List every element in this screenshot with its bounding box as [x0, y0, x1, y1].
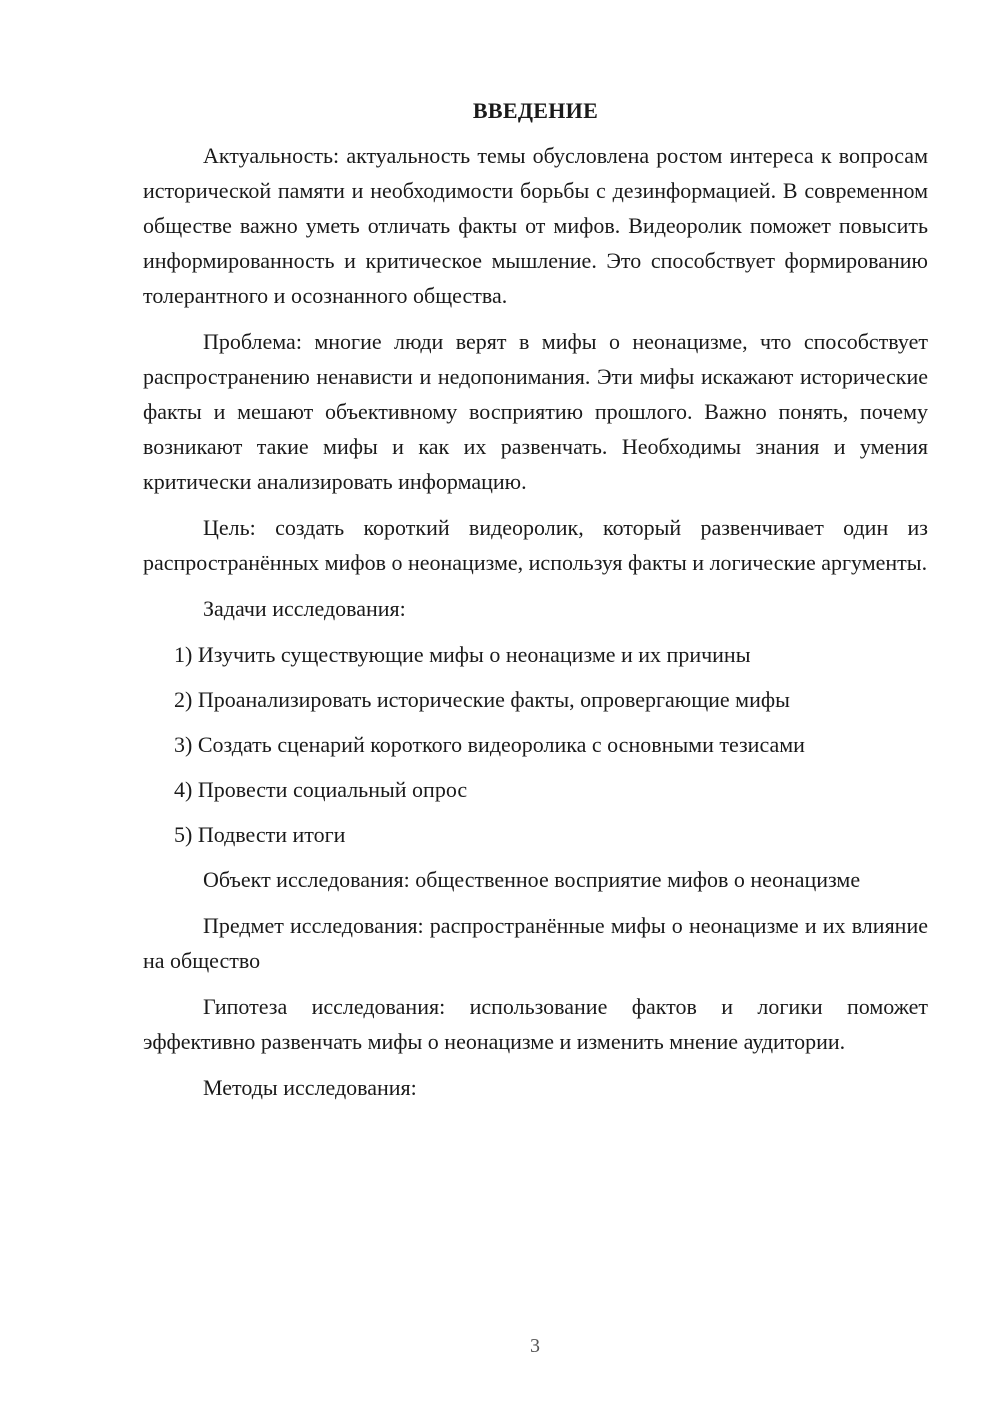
problem-paragraph: Проблема: многие люди верят в мифы о неонацизме, что способствует распространению ненависти и недопонимания. Эти мифы искажают исторические факты и мешают объективному восприятию прошлого. Важно понять, почему возникают такие мифы и как их развенчать. Необходимы знания и умения критически анализировать информацию. — [143, 329, 928, 494]
list-item: 3) Создать сценарий короткого видеоролика с основными тезисами — [174, 732, 805, 757]
hypothesis-paragraph: Гипотеза исследования: использование фактов и логики поможет эффективно развенчать мифы о неонацизме и изменить мнение аудитории. — [143, 994, 928, 1054]
object-paragraph: Объект исследования: общественное восприятие мифов о неонацизме — [203, 867, 861, 892]
tasks-list — [143, 637, 928, 852]
page-number: 3 — [530, 1335, 540, 1357]
section-heading: ВВЕДЕНИЕ — [472, 98, 599, 123]
methods-title: Методы исследования: — [203, 1075, 417, 1100]
subject-paragraph: Предмет исследования: распространённые мифы о неонацизме и их влияние на общество — [143, 913, 928, 973]
tasks-title: Задачи исследования: — [203, 596, 406, 621]
page-content — [143, 96, 928, 1116]
list-item: 5) Подвести итоги — [174, 822, 346, 847]
goal-paragraph: Цель: создать короткий видеоролик, который развенчивает один из распространённых мифов о неонацизме, используя факты и логические аргументы. — [143, 515, 928, 575]
list-item: 1) Изучить существующие мифы о неонацизме и их причины — [174, 642, 751, 667]
list-item: 2) Проанализировать исторические факты, опровергающие мифы — [174, 687, 790, 712]
relevance-paragraph: Актуальность: актуальность темы обусловлена ростом интереса к вопросам исторической памяти и необходимости борьбы с дезинформацией. В современном обществе важно уметь отличать факты от мифов. Видеоролик поможет повысить информированность и критическое мышление. Это способствует формированию толерантного и осознанного общества. — [143, 143, 928, 308]
list-item: 4) Провести социальный опрос — [174, 777, 468, 802]
